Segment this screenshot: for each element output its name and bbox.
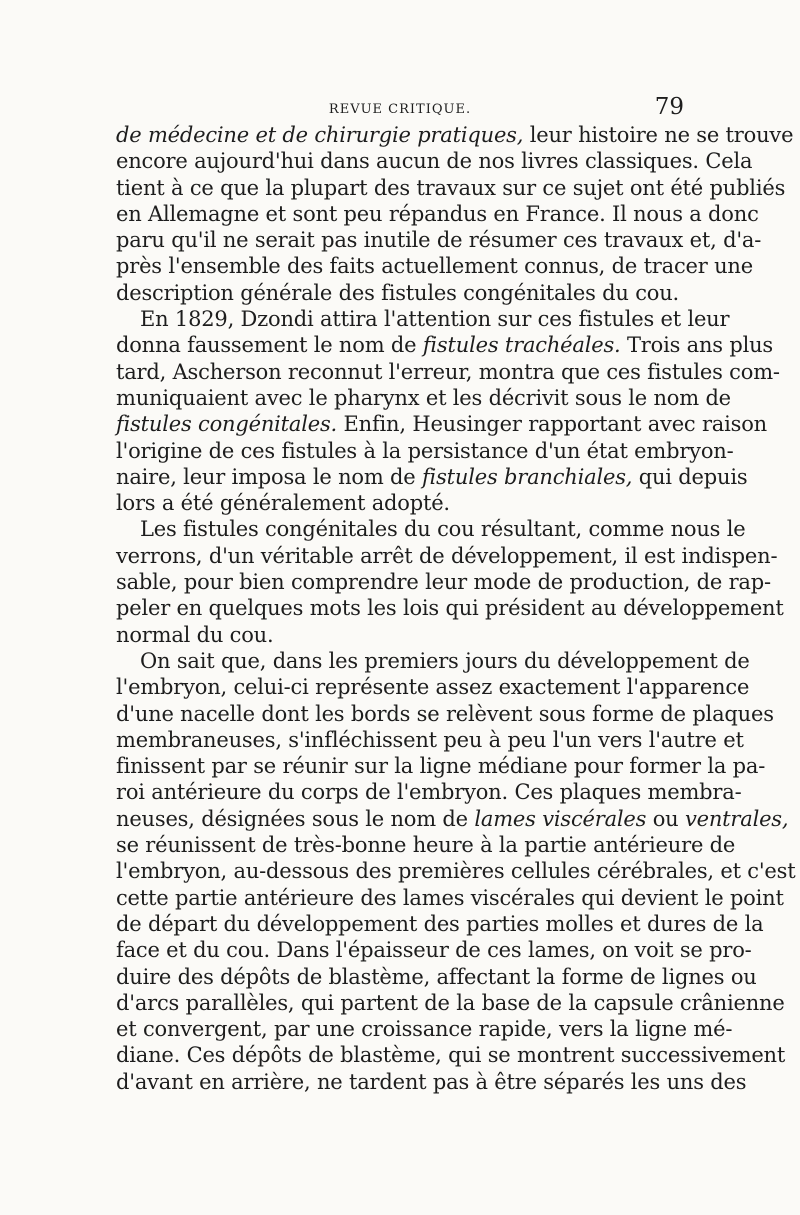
- text-line: [116, 990, 785, 1016]
- italic-text-segment: lames viscérales: [474, 806, 647, 831]
- text-segment: leur histoire ne se trouve: [523, 123, 794, 147]
- text-segment: membraneuses, s'infléchissent peu à peu l'un vers l'autre et: [116, 727, 744, 752]
- text-line: [116, 911, 764, 937]
- text-segment: d'une nacelle dont les bords se relèvent sous forme de plaques: [116, 701, 774, 726]
- text-segment: face et du cou. Dans l'épaisseur de ces lames, on voit se pro-: [116, 938, 752, 963]
- text-segment: description générale des fistules congénitales du cou.: [116, 280, 679, 305]
- text-segment: près l'ensemble des faits actuellement connus, de tracer une: [116, 254, 753, 279]
- text-segment: verrons, d'un véritable arrêt de développement, il est indispen-: [116, 543, 778, 568]
- text-segment: l'embryon, celui-ci représente assez exactement l'apparence: [116, 675, 750, 700]
- body-text: [116, 122, 796, 1095]
- text-line: [116, 937, 752, 963]
- text-segment: donna faussement le nom de: [116, 333, 423, 358]
- text-line: [116, 648, 750, 674]
- italic-text-segment: fistules congénitales.: [116, 412, 338, 437]
- text-line: [116, 701, 774, 727]
- text-segment: qui depuis: [632, 464, 748, 489]
- text-line: [116, 332, 773, 358]
- text-segment: Trois ans plus: [620, 333, 773, 358]
- text-line: [116, 964, 757, 990]
- italic-text-segment: fistules trachéales.: [422, 333, 621, 358]
- text-line: [116, 227, 762, 253]
- text-segment: neuses, désignées sous le nom de: [116, 806, 475, 831]
- text-segment: peler en quelques mots les lois qui président au développement: [116, 596, 784, 621]
- text-line: [116, 122, 794, 148]
- running-head: [116, 94, 684, 121]
- text-line: [116, 858, 796, 884]
- text-line: [116, 385, 731, 411]
- text-segment: de départ du développement des parties molles et dures de la: [116, 911, 764, 936]
- text-segment: d'avant en arrière, ne tardent pas à être séparés les uns des: [116, 1069, 747, 1094]
- text-line: [116, 1042, 786, 1068]
- text-line: [116, 438, 734, 464]
- italic-text-segment: ventrales,: [684, 806, 789, 831]
- text-segment: roi antérieure du corps de l'embryon. Ces plaques membra-: [116, 780, 742, 805]
- text-segment: naire, leur imposa le nom de: [116, 464, 422, 489]
- text-line: [116, 201, 759, 227]
- text-line: [116, 1016, 733, 1042]
- text-line: [116, 753, 766, 779]
- text-segment: se réunissent de très-bonne heure à la partie antérieure de: [116, 833, 736, 858]
- text-segment: d'arcs parallèles, qui partent de la base de la capsule crânienne: [116, 990, 785, 1015]
- page-number: 79: [654, 94, 684, 120]
- text-line: [116, 569, 771, 595]
- text-segment: l'embryon, au-dessous des premières cellules cérébrales, et c'est: [116, 859, 796, 884]
- running-title: REVUE CRITIQUE.: [328, 102, 472, 117]
- text-segment: lors a été généralement adopté.: [116, 491, 450, 516]
- text-line: [116, 832, 736, 858]
- text-line: [116, 779, 742, 805]
- text-segment: Les fistules congénitales du cou résultant, comme nous le: [140, 517, 746, 542]
- text-segment: paru qu'il ne serait pas inutile de résumer ces travaux et, d'a-: [116, 228, 762, 253]
- text-segment: Enfin, Heusinger rapportant avec raison: [337, 412, 767, 437]
- text-line: [116, 727, 744, 753]
- text-segment: et convergent, par une croissance rapide, vers la ligne mé-: [116, 1017, 733, 1042]
- text-line: [116, 306, 730, 332]
- text-segment: diane. Ces dépôts de blastème, qui se montrent successivement: [116, 1043, 786, 1068]
- text-segment: tard, Ascherson reconnut l'erreur, montra que ces fistules com-: [116, 359, 780, 384]
- text-line: [116, 280, 684, 306]
- text-line: [116, 411, 767, 437]
- text-segment: On sait que, dans les premiers jours du développement de: [140, 648, 750, 673]
- text-line: [116, 253, 753, 279]
- text-line: [116, 175, 786, 201]
- text-line: [116, 885, 784, 911]
- text-line: [116, 806, 789, 832]
- text-line: [116, 595, 784, 621]
- text-segment: normal du cou.: [116, 622, 274, 647]
- text-segment: l'origine de ces fistules à la persistance d'un état embryon-: [116, 438, 734, 463]
- text-line: [116, 674, 750, 700]
- text-segment: duire des dépôts de blastème, affectant la forme de lignes ou: [116, 964, 757, 989]
- text-segment: sable, pour bien comprendre leur mode de production, de rap-: [116, 570, 771, 595]
- text-segment: finissent par se réunir sur la ligne médiane pour former la pa-: [116, 754, 766, 779]
- text-line: [116, 148, 753, 174]
- text-line: [116, 543, 778, 569]
- text-line: [116, 490, 684, 516]
- text-segment: En 1829, Dzondi attira l'attention sur ces fistules et leur: [140, 307, 730, 332]
- text-segment: en Allemagne et sont peu répandus en France. Il nous a donc: [116, 201, 759, 226]
- text-segment: ou: [646, 806, 685, 831]
- italic-text-segment: fistules branchiales,: [421, 464, 633, 489]
- text-segment: muniquaient avec le pharynx et les décrivit sous le nom de: [116, 385, 731, 410]
- text-line: [116, 1069, 747, 1095]
- text-line: [116, 622, 684, 648]
- text-line: [116, 516, 746, 542]
- italic-text-segment: de médecine et de chirurgie pratiques,: [116, 123, 524, 147]
- text-segment: tient à ce que la plupart des travaux sur ce sujet ont été publiés: [116, 175, 786, 200]
- text-line: [116, 464, 748, 490]
- text-segment: cette partie antérieure des lames viscérales qui devient le point: [116, 885, 784, 910]
- text-segment: encore aujourd'hui dans aucun de nos livres classiques. Cela: [116, 149, 753, 174]
- text-line: [116, 359, 780, 385]
